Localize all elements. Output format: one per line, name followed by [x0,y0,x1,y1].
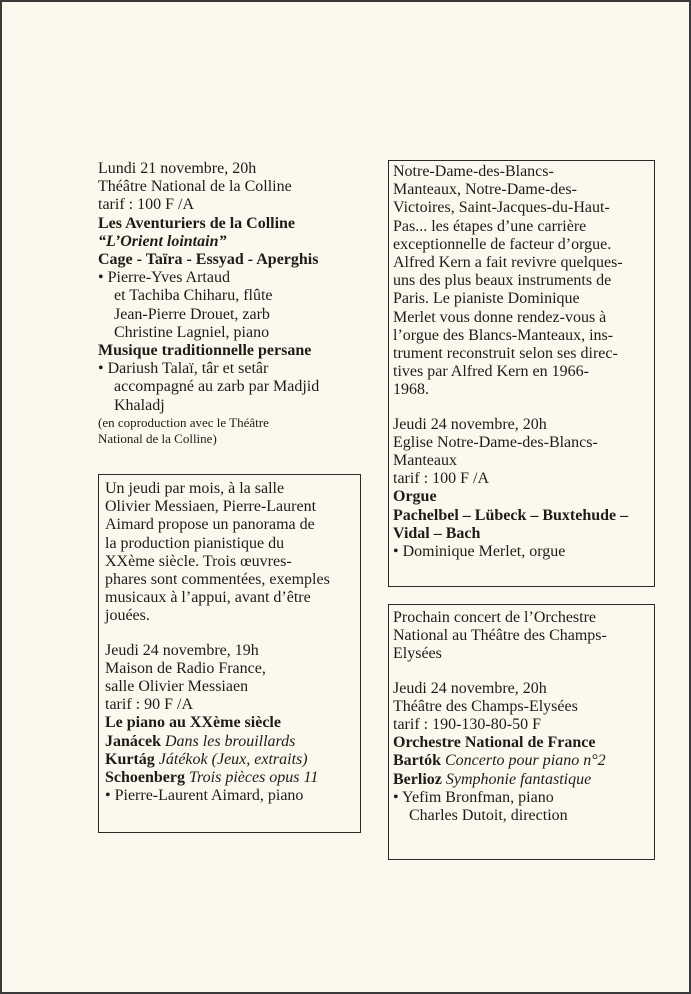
event-venue: salle Olivier Messiaen [105,678,249,696]
work-composer: Janácek [105,732,161,750]
event-venue: Maison de Radio France, [105,659,266,677]
event-date: Jeudi 24 novembre, 20h [393,415,547,433]
coproduction-note: (en coproduction avec le Théâtre [98,414,269,430]
intro-line: l’orgue des Blancs-Manteaux, ins- [393,326,614,344]
work-composer: Bartók [393,752,441,770]
box-organ [388,160,655,587]
event-venue: Eglise Notre-Dame-des-Blancs- [393,433,598,451]
intro-line: Elysées [393,645,442,663]
intro-line: tives par Alfred Kern en 1966- [393,363,589,381]
intro-line: Alfred Kern a fait revivre quelques- [393,254,623,272]
event-title: Les Aventuriers de la Colline [98,214,296,232]
work-composer: Berlioz [393,770,442,788]
intro-line: exceptionnelle de facteur d’orgue. [393,235,612,253]
performer-line: • Yefim Bronfman, piano [393,788,554,806]
work-line [105,751,330,769]
intro-line: Victoires, Saint-Jacques-du-Haut- [393,199,610,217]
work-title: Játékok (Jeux, extraits) [158,750,308,768]
intro-line: Pas... les étapes d’une carrière [393,217,587,235]
event-colline [98,160,388,447]
event-venue: Théâtre National de la Colline [98,178,292,196]
work-title: Trois pièces opus 11 [189,769,319,787]
work-line [105,769,330,787]
performer-line: Jean-Pierre Drouet, zarb [114,305,270,323]
event-date: Lundi 21 novembre, 20h [98,160,257,177]
performer-line: accompagné au zarb par Madjid [114,378,320,396]
intro-line: jouées. [105,607,150,625]
event-composers: Pachelbel – Lübeck – Buxtehude – [393,506,629,524]
performer-line: Charles Dutoit, direction [409,807,568,825]
event-title: Le piano au XXème siècle [105,714,281,732]
event-date: Jeudi 24 novembre, 20h [393,679,547,697]
event-title: Orgue [393,488,437,506]
event-price: tarif : 90 F /A [105,696,193,714]
coproduction-note: National de la Colline) [98,430,217,446]
performer-line: • Dariush Talaï, târ et setâr [98,360,269,378]
performer-line: et Tachiba Chiharu, flûte [114,287,273,305]
intro-line: uns des plus beaux instruments de [393,272,612,290]
intro-line: la production pianistique du [105,534,285,552]
event-composers: Cage - Taïra - Essyad - Aperghis [98,251,319,269]
work-line [105,733,330,751]
performer-line: • Dominique Merlet, orgue [393,543,566,561]
event-venue: Théâtre des Champs-Elysées [393,697,578,715]
intro-line: Manteaux, Notre-Dame-des- [393,181,577,199]
work-line [393,752,607,770]
intro-line: phares sont commentées, exemples [105,571,330,589]
section-title: Musique traditionnelle persane [98,342,312,360]
intro-line: Olivier Messiaen, Pierre-Laurent [105,498,317,516]
performer-line: Christine Lagniel, piano [114,323,270,341]
work-title: Concerto pour piano n°2 [445,752,606,770]
event-price: tarif : 190-130-80-50 F [393,716,541,734]
intro-line: National au Théâtre des Champs- [393,627,607,645]
intro-line: musicaux à l’appui, avant d’être [105,589,311,607]
work-composer: Kurtág [105,750,155,768]
work-line [393,771,607,789]
intro-line: Aimard propose un panorama de [105,516,315,534]
box-piano [98,474,361,833]
intro-line: 1968. [393,381,429,399]
event-composers: Vidal – Bach [393,524,481,542]
event-subtitle: “L’Orient lointain” [98,232,227,250]
intro-line: XXème siècle. Trois œuvres- [105,552,292,570]
work-title: Symphonie fantastique [445,770,592,788]
intro-line: Un jeudi par mois, à la salle [105,480,285,497]
intro-line: Notre-Dame-des-Blancs- [393,163,554,180]
box-orchestra [388,604,655,860]
event-price: tarif : 100 F /A [393,470,489,488]
intro-line: trument reconstruit selon ses direc- [393,345,618,363]
event-venue: Manteaux [393,452,457,470]
work-composer: Schoenberg [105,769,185,787]
event-date: Jeudi 24 novembre, 19h [105,641,259,659]
event-title: Orchestre National de France [393,734,596,752]
performer-line: • Pierre-Laurent Aimard, piano [105,787,304,805]
performer-line: Khaladj [114,396,165,414]
intro-line: Merlet vous donne rendez-vous à [393,308,607,326]
performer-line: • Pierre-Yves Artaud [98,269,230,287]
intro-line: Prochain concert de l’Orchestre [393,609,597,626]
event-price: tarif : 100 F /A [98,196,194,214]
intro-line: Paris. Le pianiste Dominique [393,290,580,308]
work-title: Dans les brouillards [165,732,296,750]
